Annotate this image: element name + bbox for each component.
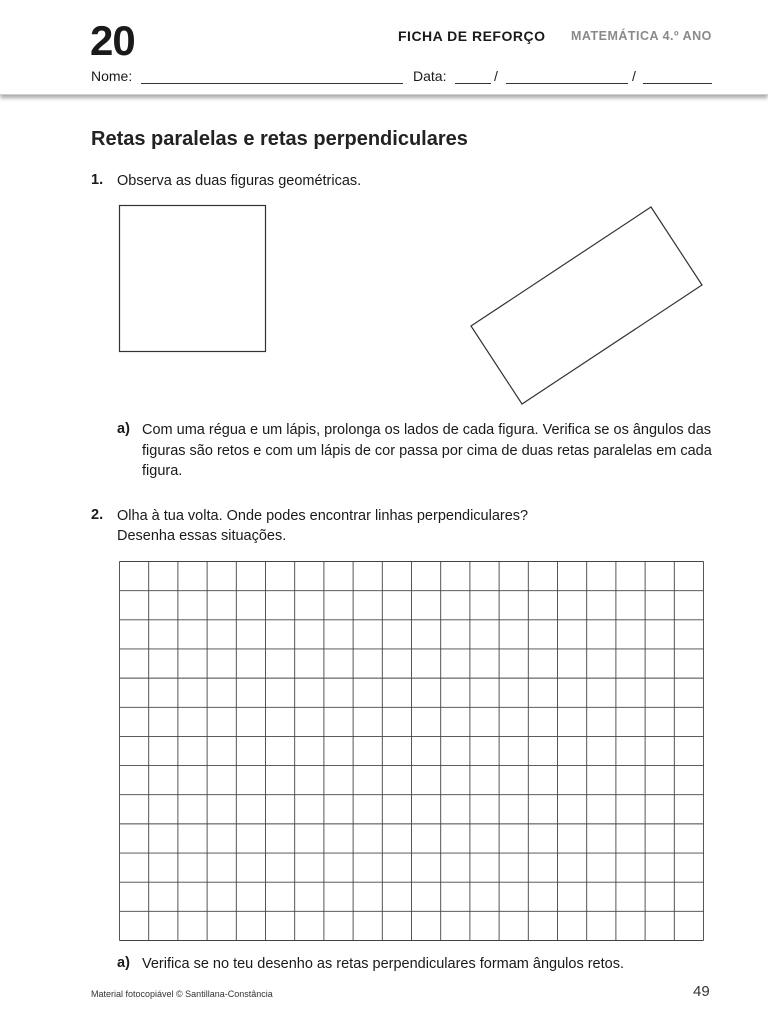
sheet-number: 20 <box>90 17 135 64</box>
question-1-number: 1. <box>91 172 104 188</box>
question-1-text: Observa as duas figuras geométricas. <box>117 173 362 189</box>
date-separator-1: / <box>494 68 498 84</box>
name-label: Nome: <box>91 68 133 84</box>
question-2a-label: a) <box>117 955 130 971</box>
date-separator-2: / <box>632 68 636 84</box>
footer-copyright: Material fotocopiável © Santillana-Constância <box>91 989 273 999</box>
question-2-text-line2: Desenha essas situações. <box>117 528 287 544</box>
sheet-type: FICHA DE REFORÇO <box>398 28 546 44</box>
date-label: Data: <box>413 68 447 84</box>
page-title: Retas paralelas e retas perpendiculares <box>91 128 468 150</box>
page-number: 49 <box>693 983 710 1000</box>
question-1a-text: Com uma régua e um lápis, prolonga os lados de cada figura. Verifica se os ângulos das figuras são retos e com um lápis de cor passa por cima de duas retas paralelas em cada figura. <box>142 422 712 479</box>
sheet-subject: MATEMÁTICA 4.º ANO <box>571 29 712 43</box>
question-1a-label: a) <box>117 421 130 437</box>
question-2-text-line1: Olha à tua volta. Onde podes encontrar linhas perpendiculares? <box>117 508 529 524</box>
question-2a-text: Verifica se no teu desenho as retas perpendiculares formam ângulos retos. <box>142 956 624 972</box>
question-2-number: 2. <box>91 507 104 523</box>
